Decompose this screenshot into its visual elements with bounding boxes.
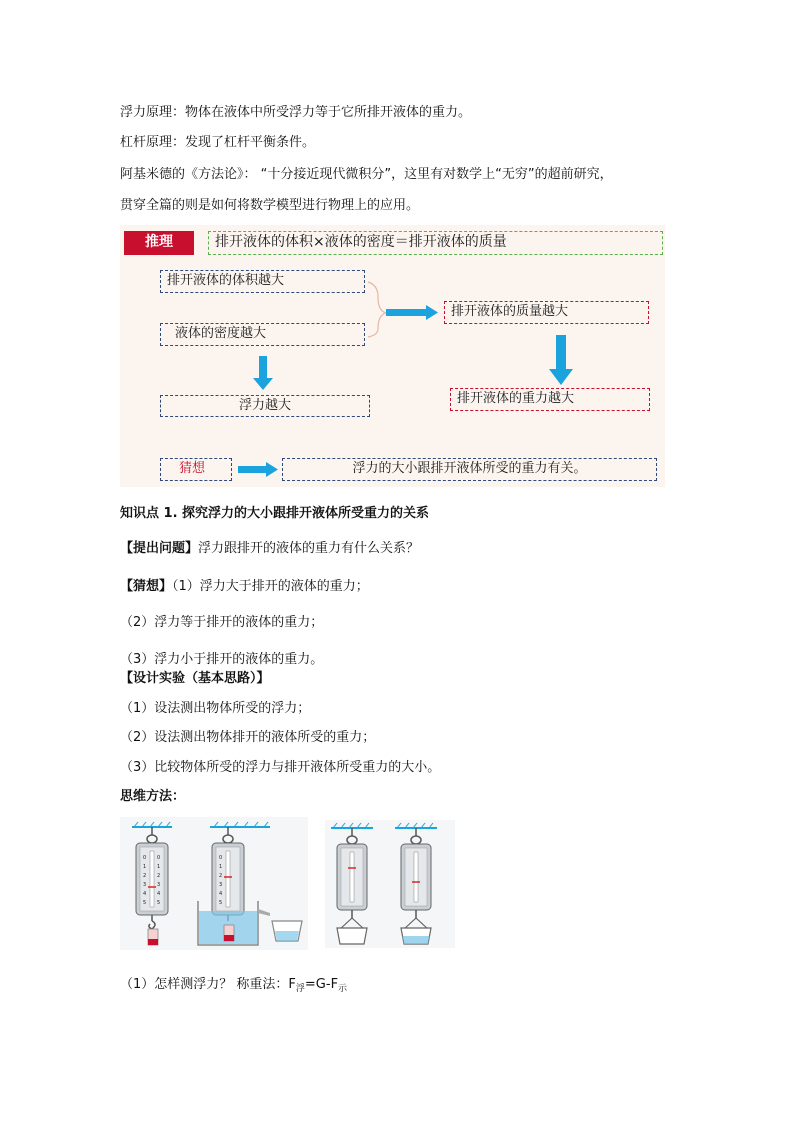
formula-mid: =G-F (304, 977, 339, 992)
guess-item-2: （2）浮力等于排开的液体的重力； (120, 615, 324, 630)
svg-text:1: 1 (219, 864, 223, 870)
svg-text:2: 2 (143, 873, 147, 879)
arrow-down-to-weight (549, 335, 573, 385)
svg-text:5: 5 (157, 900, 161, 906)
design-item-2: （2）设法测出物体排开的液体所受的重力； (120, 730, 376, 745)
method-label: 思维方法： (120, 789, 186, 804)
intro-line-2: 杠杆原理：发现了杠杆平衡条件。 (120, 135, 316, 150)
sub-show: 示 (338, 984, 348, 994)
guess-conclusion-box: 浮力的大小跟排开液体所受的重力有关。 (282, 458, 657, 481)
intro-line-3: 阿基米德的《方法论》： “十分接近现代微积分”，这里有对数学上“无穷”的超前研究， (120, 167, 613, 182)
guess-item-1: （1）浮力大于排开的液体的重力； (172, 579, 369, 594)
svg-text:0: 0 (143, 855, 147, 861)
buoyancy-larger-box: 浮力越大 (160, 395, 370, 417)
reason-tag: 推理 (124, 231, 194, 255)
intro-line-1: 浮力原理：物体在液体中所受浮力等于它所排开液体的重力。 (120, 105, 472, 120)
svg-text:1: 1 (143, 864, 147, 870)
svg-text:4: 4 (157, 891, 161, 897)
question-label: 【提出问题】 (120, 541, 199, 556)
figure-panel-buoyancy (120, 817, 308, 950)
volume-larger-box: 排开液体的体积越大 (160, 270, 365, 293)
weight-larger-box: 排开液体的重力越大 (450, 388, 650, 411)
svg-text:0: 0 (219, 855, 223, 861)
design-item-3: （3）比较物体所受的浮力与排开液体所受重力的大小。 (120, 760, 441, 775)
guess-tag: 猜想 (160, 458, 232, 481)
svg-text:0: 0 (157, 855, 161, 861)
svg-text:5: 5 (143, 900, 147, 906)
arrow-down-to-buoyancy (253, 356, 273, 390)
arrow-right-to-conclusion (238, 462, 278, 477)
mass-larger-box: 排开液体的质量越大 (444, 301, 649, 324)
svg-text:3: 3 (219, 882, 223, 888)
question-line (120, 540, 419, 558)
design-label: 【设计实验（基本思路）】 (120, 671, 270, 686)
figure-panel-displaced-weight (325, 820, 455, 948)
svg-text:5: 5 (219, 900, 223, 906)
sub-float: 浮 (295, 984, 305, 994)
design-item-1: （1）设法测出物体所受的浮力； (120, 701, 311, 716)
svg-text:1: 1 (157, 864, 161, 870)
guess-label: 【猜想】 (120, 579, 173, 594)
brace-connector (368, 282, 386, 337)
diagram-connectors (120, 225, 665, 487)
reason-equation: 排开液体的体积×液体的密度＝排开液体的质量 (208, 231, 663, 255)
svg-text:2: 2 (157, 873, 161, 879)
buoyancy-measurement-illustration (120, 817, 308, 950)
displaced-weight-illustration (325, 820, 455, 948)
arrow-right-to-mass (386, 305, 438, 320)
weighing-method-line (120, 976, 347, 998)
density-larger-box: 液体的密度越大 (160, 323, 365, 346)
svg-text:3: 3 (157, 882, 161, 888)
svg-text:2: 2 (219, 873, 223, 879)
intro-line-4: 贯穿全篇的则是如何将数学模型进行物理上的应用。 (120, 198, 420, 213)
weighing-method-text: （1）怎样测浮力？ 称重法：F (120, 977, 296, 992)
section-heading: 知识点 1. 探究浮力的大小跟排开液体所受重力的关系 (120, 506, 430, 521)
reasoning-diagram (120, 225, 665, 487)
svg-text:4: 4 (219, 891, 223, 897)
svg-text:3: 3 (143, 882, 147, 888)
guess-item-3: （3）浮力小于排开的液体的重力。 (120, 652, 324, 667)
guess-line-1 (120, 578, 369, 596)
svg-text:4: 4 (143, 891, 147, 897)
question-text: 浮力跟排开的液体的重力有什么关系？ (198, 541, 420, 556)
